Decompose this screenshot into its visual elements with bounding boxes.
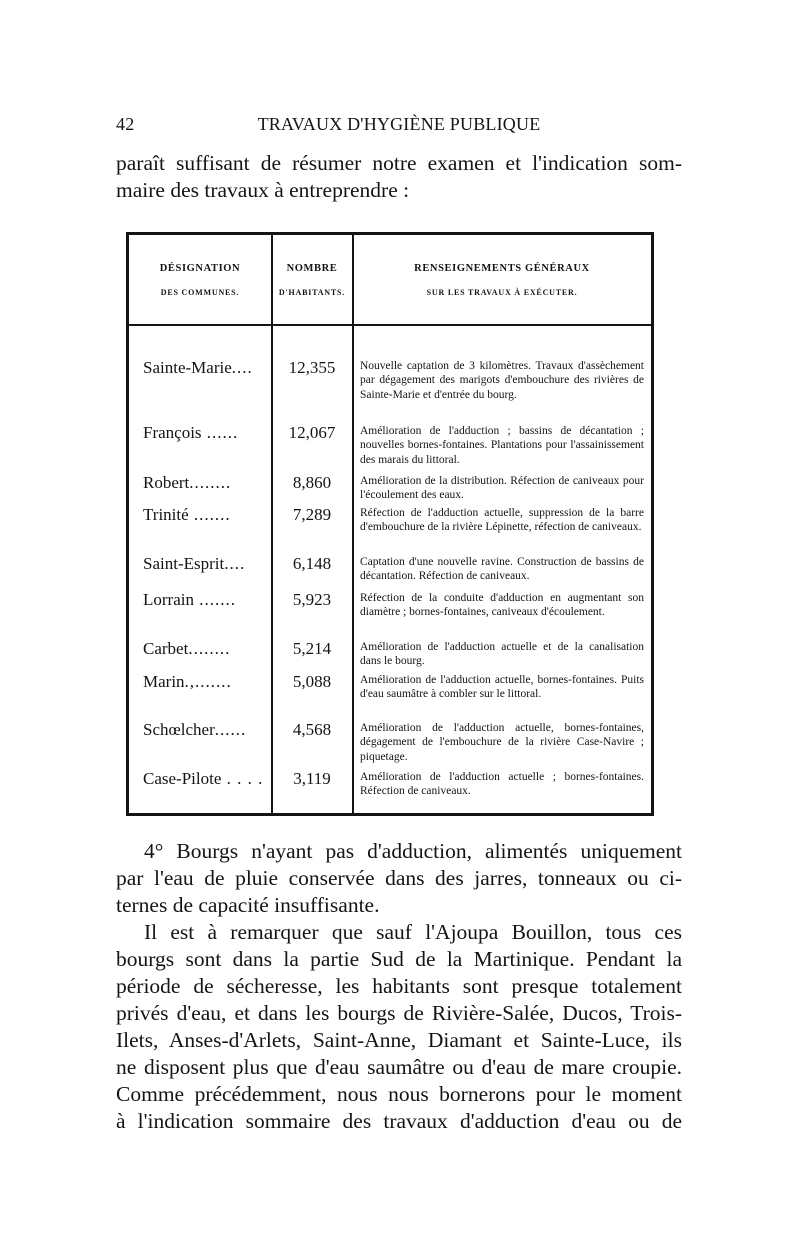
works-info: Nouvelle captation de 3 kilomètres. Travaux d'assèchement par dégagement des marigots d'embouchure des rivières de Sainte-Marie et d'entrée du bourg. [360, 360, 644, 401]
population: 12,067 [288, 423, 336, 442]
population: 7,289 [292, 505, 332, 524]
communes-table [126, 232, 654, 816]
commune-name: Carbet........ [143, 639, 231, 658]
population: 5,214 [292, 639, 332, 658]
commune-name: Robert........ [143, 473, 232, 492]
commune-name: Saint-Esprit.... [143, 554, 246, 573]
commune-name: Trinité ....... [143, 505, 231, 524]
body-line: période de sécheresse, les habitants sont presque totalement [116, 974, 682, 998]
population: 8,860 [292, 473, 332, 492]
intro-line: maire des travaux à entreprendre : [116, 178, 410, 202]
commune-name: Schœlcher...... [143, 720, 247, 739]
works-info: Captation d'une nouvelle ravine. Construction de bassins de décantation. Réfection de caniveaux. [360, 556, 644, 583]
population: 5,088 [292, 672, 332, 691]
body-line: 4° Bourgs n'ayant pas d'adduction, alimentés uniquement [144, 839, 682, 863]
population: 4,568 [292, 720, 332, 739]
column-divider [352, 235, 354, 813]
works-info: Amélioration de l'adduction actuelle ; bornes-fontaines. Réfection de caniveaux. [360, 771, 644, 798]
population: 5,923 [292, 590, 332, 609]
body-line: Il est à remarquer que sauf l'Ajoupa Bouillon, tous ces [144, 920, 682, 944]
commune-name: Marin.,....... [143, 672, 232, 691]
header-renseignements [353, 263, 651, 297]
body-line: ne disposent plus que d'eau saumâtre ou d'eau de mare croupie. [116, 1055, 682, 1079]
works-info: Amélioration de la distribution. Réfection de caniveaux pour l'écoulement des eaux. [360, 475, 644, 502]
body-line: ternes de capacité insuffisante. [116, 893, 380, 917]
commune-name: Case-Pilote . . . . [143, 769, 264, 788]
running-title: TRAVAUX D'HYGIÈNE PUBLIQUE [257, 114, 541, 134]
population: 6,148 [292, 554, 332, 573]
population: 12,355 [288, 358, 336, 377]
header-renseignements-sub: SUR LES TRAVAUX À EXÉCUTER. [426, 288, 578, 297]
works-info: Réfection de l'adduction actuelle, suppression de la barre d'embouchure de la rivière Lépinette, réfection de caniveaux. [360, 507, 644, 534]
works-info: Amélioration de l'adduction actuelle, bornes-fontaines, dégagement de l'embouchure de la rivière Case-Navire ; piquetage. [360, 722, 644, 763]
header-renseignements-main: RENSEIGNEMENTS GÉNÉRAUX [414, 263, 590, 274]
commune-name: Sainte-Marie.... [143, 358, 253, 377]
header-population-main: NOMBRE [286, 263, 338, 274]
body-line: bourgs sont dans la partie Sud de la Martinique. Pendant la [116, 947, 682, 971]
body-line: privés d'eau, et dans les bourgs de Rivière-Salée, Ducos, Trois- [116, 1001, 682, 1025]
header-divider [129, 324, 651, 326]
body-line: Ilets, Anses-d'Arlets, Saint-Anne, Diamant et Sainte-Luce, ils [116, 1028, 682, 1052]
body-line: à l'indication sommaire des travaux d'adduction d'eau ou de [116, 1109, 682, 1133]
page-number: 42 [116, 114, 135, 134]
intro-paragraph [116, 150, 682, 204]
header-population [272, 263, 352, 297]
commune-name: François ...... [143, 423, 239, 442]
works-info: Réfection de la conduite d'adduction en augmentant son diamètre ; bornes-fontaines, caniveaux d'écoulement. [360, 592, 644, 619]
intro-line: paraît suffisant de résumer notre examen et l'indication som- [116, 151, 682, 175]
body-text [116, 838, 682, 1135]
population: 3,119 [293, 769, 331, 788]
commune-name: Lorrain ....... [143, 590, 236, 609]
works-info: Amélioration de l'adduction actuelle, bornes-fontaines. Puits d'eau saumâtre à combler sur le littoral. [360, 674, 644, 701]
header-designation-main: DÉSIGNATION [159, 263, 241, 274]
works-info: Amélioration de l'adduction actuelle et de la canalisation dans le bourg. [360, 641, 644, 668]
header-population-sub: D'HABITANTS. [278, 288, 346, 297]
body-line: Comme précédemment, nous nous bornerons pour le moment [116, 1082, 682, 1106]
header-designation [129, 263, 271, 297]
header-designation-sub: DES COMMUNES. [160, 288, 240, 297]
body-line: par l'eau de pluie conservée dans des jarres, tonneaux ou ci- [116, 866, 682, 890]
works-info: Amélioration de l'adduction ; bassins de décantation ; nouvelles bornes-fontaines. Plantations pour l'assainissement des marais du littoral. [360, 425, 644, 466]
